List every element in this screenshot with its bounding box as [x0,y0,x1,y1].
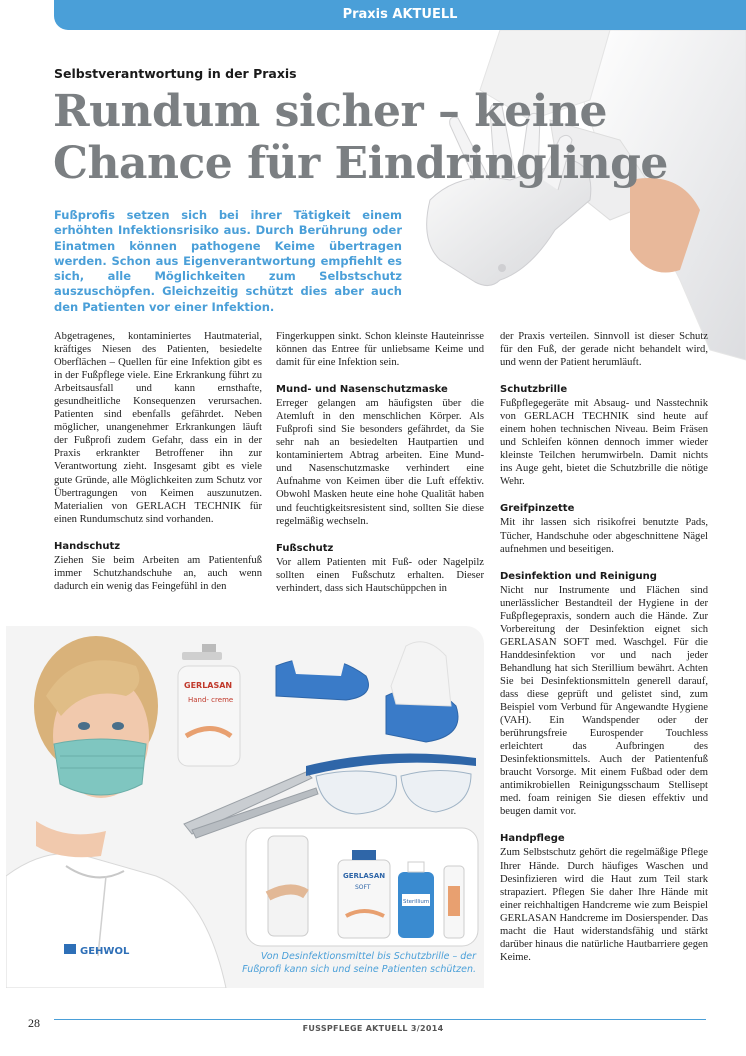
svg-text:GERLASAN: GERLASAN [184,681,233,690]
paragraph-fussschutz: Vor allem Patienten mit Fuß- oder Nagelpilz sollten einen Fußschutz erhalten. Dieser verhindert, dass sich Hautschüppchen in [276,556,484,594]
foam-bottle [444,866,464,938]
article-lead: Fußprofis setzen sich bei ihrer Tätigkeit einem erhöhten Infektionsrisiko aus. Durch Berührung oder Einatmen können pathogene Keime übertragen werden. Schon aus Eigenverantwortung empfiehlt es sich, alle Möglichkeiten zum Selbstschutz auszuschöpfen. Gleichzeitig schützt dies aber auch den Patienten vor einer Infektion. [54,208,402,314]
paragraph-handschutz-cont: Fingerkuppen sinkt. Schon kleinste Hauteinrisse können das Entree für unliebsame Keime und damit für eine Infektion sein. [276,331,484,369]
paragraph-handpflege: Zum Selbstschutz gehört die regelmäßige Pflege Ihrer Hände. Durch häufiges Waschen und Desinfizieren wird die Haut zum Teil stark strapaziert. Pflegen Sie daher Ihre Hände mit einer reichhaltigen Handcreme wie zum Beispiel GERLASAN Handcreme im Dosierspender. Das macht die Haut widerstandsfähig und stärkt darüber hinaus die natürliche Hautbarriere gegen Keime. [500,847,708,963]
uniform-logo: GEHWOL [80,946,130,957]
section-title: Praxis AKTUELL [342,7,458,22]
gerlasan-soft-bottle [338,850,390,938]
shoe-covers [276,642,458,742]
svg-text:Hand- creme: Hand- creme [188,696,234,704]
text-column-3 [500,330,708,964]
svg-text:Sterillium: Sterillium [403,899,430,905]
hero-photo-glove [380,30,746,380]
text-column-1 [54,330,262,593]
subheading-handpflege: Handpflege [500,833,565,845]
subheading-handschutz: Handschutz [54,540,121,552]
paragraph-handschutz: Ziehen Sie beim Arbeiten am Patientenfuß immer Schutzhandschuhe an, auch wenn dadurch ein wenig das Feingefühl in den [54,554,262,592]
article-overline: Selbstverantwortung in der Praxis [54,66,297,81]
subheading-maske: Mund- und Nasenschutzmaske [276,384,448,396]
paragraph-fussschutz-cont: der Praxis verteilen. Sinnvoll ist dieser Schutz für den Fuß, der gerade nicht behandelt wird, und wenn der Patient herumläuft. [500,331,708,369]
subheading-greifpinzette: Greifpinzette [500,503,575,515]
paragraph-desinfektion: Nicht nur Instrumente und Flächen sind unerlässlicher Bestandteil der Hygiene in der Fußpflegepraxis, sondern auch die Hände. Zur Vorbereitung der Desinfektion eignet sich GERLASAN SOFT med. Waschgel. Für die Handdesinfektion vor und nach jeder Behandlung hat sich Sterillium bewährt. Achten Sie bei Desinfektionsmitteln generell darauf, dass diese geprüft und gelistet sind, zum Beispiel vom Verbund für Angewandte Hygiene (VAH). Ein Wandspender oder der berührungsfreie Eurospender Touchless erleichtert das Aufbringen des Desinfektionsmittels. Auch der Patientenfuß braucht Vorsorge. Mit einem Fußbad oder dem antimikrobiellen Reinigungsschaum Stellisept med. foam reinigen Sie diesen effektiv und beugen damit vor. [500,584,708,818]
section-header-bar [54,0,746,30]
svg-text:GERLASAN: GERLASAN [343,872,386,880]
paragraph-schutzbrille: Fußpflegegeräte mit Absaug- und Nasstechnik von GERLACH TECHNIK sind heute auf einem hohen technischen Niveau. Beim Fräsen und Schleifen können dennoch immer wieder kleinste Teilchen herumwirbeln. Damit nichts ins Auge geht, bietet die Schutzbrille die nötige Wehr. [500,398,708,488]
paragraph-maske: Erreger gelangen am häufigsten über die Atemluft in den menschlichen Körper. Als Fußprofi sind Sie besonders gefährdet, da Sie sehr nah an besiedelten Hautpartien und kontaminiertem Abtrag arbeiten. Eine Mund- und Nasenschutzmaske verhindert eine Aufnahme von Keimen über die Luft effektiv. Obwohl Masken heute eine hohe Qualität haben und feuchtigkeitsresistent sind, sollten Sie diese regelmäßig wechseln. [276,398,484,527]
handcream-dispenser [178,644,240,766]
subheading-fussschutz: Fußschutz [276,542,334,554]
subheading-schutzbrille: Schutzbrille [500,384,568,396]
page-number: 28 [28,1016,40,1030]
footer-rule [54,1019,706,1020]
subheading-desinfektion: Desinfektion und Reinigung [500,570,657,582]
paragraph-intro: Abgetragenes, kontaminiertes Hautmaterial, kräftiges Niesen des Patienten, besiedelte Oberflächen – Quellen für eine Infektion gibt es in der Fußpflege viele. Eine Erkrankung führt zu Arbeitsausfall und kann ernsthafte, gesundheitliche Konsequenzen verursachen. Patienten sind ebenfalls gefährdet. Neben möglicher, unangenehmer Erkrankungen läuft der Fußprofi zudem Gefahr, dass ein in der Praxis erkrankter Betroffener ihn zur Verantwortung zieht. Insgesamt gibt es viele gute Gründe, alle Möglichkeiten zum Schutz vor Übertragungen von Keimen auszunutzen. Materialien von GERLACH TECHNIK für einen Rundumschutz sind vorhanden. [54,331,262,525]
wall-dispenser [268,836,308,936]
photo-caption: Von Desinfektionsmittel bis Schutzbrille – der Fußprofi kann sich und seine Patienten schützen. [242,951,476,975]
text-column-2 [276,330,484,595]
svg-text:SOFT: SOFT [355,884,371,891]
magazine-issue: FUSSPFLEGE AKTUELL 3/2014 [302,1024,444,1033]
product-photo-collage [6,626,484,988]
article-headline: Rundum sicher – keine Chance für Eindringlinge [53,86,668,189]
paragraph-greifpinzette: Mit ihr lassen sich risikofrei benutzte Pads, Tücher, Handschuhe oder abgeschnittene Nägel aufnehmen und beseitigen. [500,517,708,555]
safety-glasses [306,754,476,815]
